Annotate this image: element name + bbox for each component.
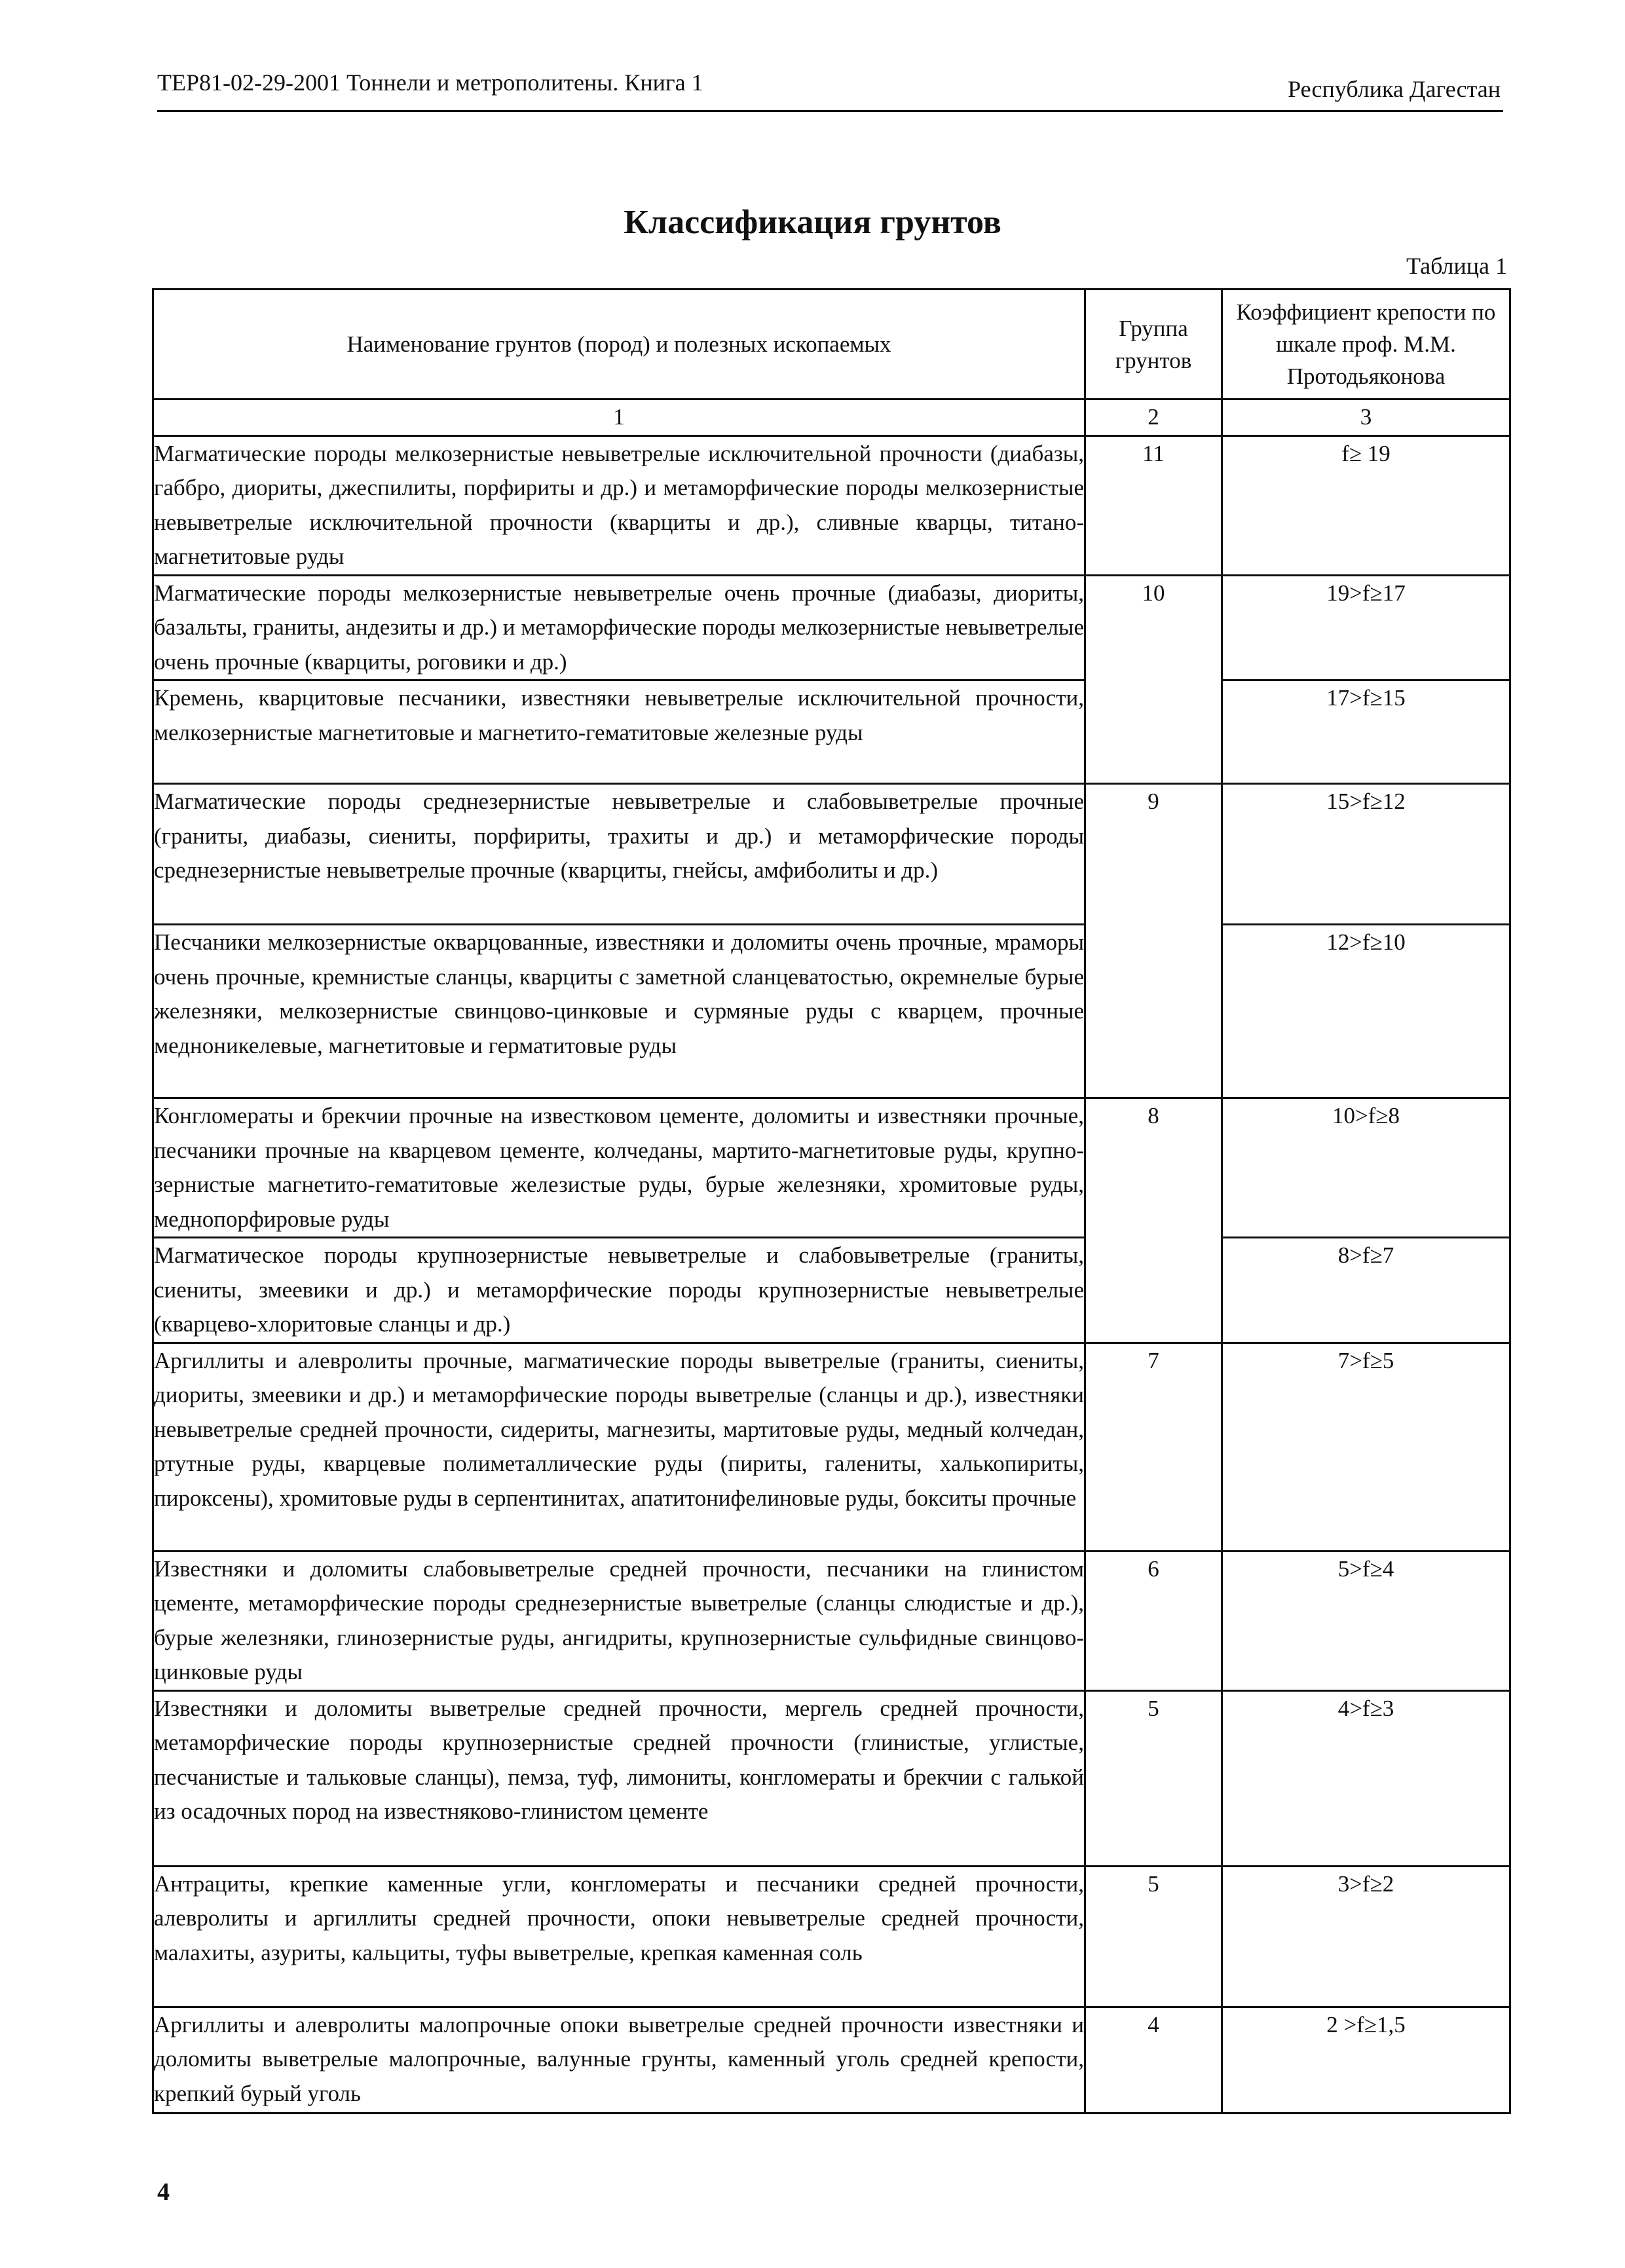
soil-group-cell: 10 xyxy=(1085,575,1222,784)
soil-name-cell: Аргиллиты и алевролиты прочные, магматические породы выветрелые (граниты, сиениты, диориты, змеевики и др.) и метаморфические породы выветрелые (сланцы и др.), известняки невыветрелые средней прочности, сидериты, магнезиты, мартитовые руды, медный колчедан, ртутные руды, кварцевые полиметаллические руды (пириты, галениты, халькопириты, пироксены), хромитовые руды в серпентинитах, апатитонифелиновые руды, бокситы прочные xyxy=(153,1343,1085,1551)
table-row xyxy=(153,784,1510,925)
table-row xyxy=(153,1690,1510,1866)
table-row xyxy=(153,1343,1510,1551)
strength-coefficient-cell: 15>f≥12 xyxy=(1222,784,1510,925)
soil-group-cell: 6 xyxy=(1085,1551,1222,1690)
running-header-title: ТЕР81-02-29-2001 Тоннели и метрополитены. Книга 1 xyxy=(157,69,703,96)
table-row xyxy=(153,436,1510,575)
soil-group-cell: 8 xyxy=(1085,1098,1222,1343)
running-header-region: Республика Дагестан xyxy=(1288,76,1501,102)
strength-coefficient-cell: 5>f≥4 xyxy=(1222,1551,1510,1690)
strength-coefficient-cell: 10>f≥8 xyxy=(1222,1098,1510,1238)
soil-name-cell: Конгломераты и брекчии прочные на известковом цементе, доломиты и известняки прочные, песчаники прочные на кварцевом цементе, колчеданы, мартито-магнетитовые руды, крупно-зернистые магнетито-гематитовые железистые руды, бурые железняки, хромитовые руды, меднопорфировые руды xyxy=(153,1098,1085,1238)
strength-coefficient-cell: 19>f≥17 xyxy=(1222,575,1510,680)
table-header-row xyxy=(153,289,1510,400)
column-number: 1 xyxy=(153,400,1085,436)
strength-coefficient-cell: 12>f≥10 xyxy=(1222,925,1510,1098)
page-title: Классификация грунтов xyxy=(624,204,1001,241)
table-row xyxy=(153,1098,1510,1238)
soil-name-cell: Кремень, кварцитовые песчаники, известняки невыветрелые исключительной прочности, мелкозернистые магнетитовые и магнетито-гематитовые железные руды xyxy=(153,680,1085,784)
table-row xyxy=(153,680,1510,784)
column-number: 3 xyxy=(1222,400,1510,436)
table-row xyxy=(153,925,1510,1098)
table-row xyxy=(153,1551,1510,1690)
table-row xyxy=(153,2007,1510,2113)
page-number: 4 xyxy=(157,2178,170,2206)
strength-coefficient-cell: f≥ 19 xyxy=(1222,436,1510,575)
column-header-group: Группа грунтов xyxy=(1085,289,1222,400)
column-number-row xyxy=(153,400,1510,436)
soil-name-cell: Известняки и доломиты выветрелые средней прочности, мергель средней прочности, метаморфические породы крупнозернистые средней прочности (глинистые, углистые, песчанистые и тальковые сланцы), пемза, туф, лимониты, конгломераты и брекчии с галькой из осадочных пород на известняково-глинистом цементе xyxy=(153,1690,1085,1866)
strength-coefficient-cell: 8>f≥7 xyxy=(1222,1238,1510,1343)
soil-group-cell: 7 xyxy=(1085,1343,1222,1551)
soil-name-cell: Антрациты, крепкие каменные угли, конгломераты и песчаники средней прочности, алевролиты и аргиллиты средней прочности, опоки невыветрелые средней прочности, малахиты, азуриты, кальциты, туфы выветрелые, крепкая каменная соль xyxy=(153,1866,1085,2007)
soil-group-cell: 11 xyxy=(1085,436,1222,575)
strength-coefficient-cell: 17>f≥15 xyxy=(1222,680,1510,784)
soil-name-cell: Песчаники мелкозернистые окварцованные, известняки и доломиты очень прочные, мраморы очень прочные, кремнистые сланцы, кварциты с заметной сланцеватостью, окремнелые бурые железняки, мелкозернистые свинцово-цинковые и сурмяные руды с кварцем, прочные медноникелевые, магнетитовые и герматитовые руды xyxy=(153,925,1085,1098)
column-number: 2 xyxy=(1085,400,1222,436)
soil-name-cell: Магматические породы мелкозернистые невыветрелые исключительной прочности (диабазы, габбро, диориты, джеспилиты, порфириты и др.) и метаморфические породы мелкозернистые невыветрелые исключительной прочности (кварциты и др.), сливные кварцы, титано-магнетитовые руды xyxy=(153,436,1085,575)
column-header-coefficient: Коэффициент крепости по шкале проф. М.М. Протодьяконова xyxy=(1222,289,1510,400)
header-rule xyxy=(157,110,1503,112)
table-row xyxy=(153,1866,1510,2007)
soil-group-cell: 9 xyxy=(1085,784,1222,1098)
soil-classification-table xyxy=(152,288,1511,2114)
table-row xyxy=(153,575,1510,680)
column-header-name: Наименование грунтов (пород) и полезных ископаемых xyxy=(153,289,1085,400)
soil-group-cell: 5 xyxy=(1085,1866,1222,2007)
strength-coefficient-cell: 3>f≥2 xyxy=(1222,1866,1510,2007)
strength-coefficient-cell: 4>f≥3 xyxy=(1222,1690,1510,1866)
table-label: Таблица 1 xyxy=(1406,253,1507,279)
strength-coefficient-cell: 7>f≥5 xyxy=(1222,1343,1510,1551)
strength-coefficient-cell: 2 >f≥1,5 xyxy=(1222,2007,1510,2113)
soil-name-cell: Известняки и доломиты слабовыветрелые средней прочности, песчаники на глинистом цементе, метаморфические породы среднезернистые выветрелые (сланцы слюдистые и др.), бурые железняки, глинозернистые руды, ангидриты, крупнозернистые сульфидные свинцово-цинковые руды xyxy=(153,1551,1085,1690)
soil-name-cell: Магматическое породы крупнозернистые невыветрелые и слабовыветрелые (граниты, сиениты, змеевики и др.) и метаморфические породы крупнозернистые невыветрелые (кварцево-хлоритовые сланцы и др.) xyxy=(153,1238,1085,1343)
soil-group-cell: 5 xyxy=(1085,1690,1222,1866)
table-row xyxy=(153,1238,1510,1343)
soil-name-cell: Магматические породы мелкозернистые невыветрелые очень прочные (диабазы, диориты, базальты, граниты, андезиты и др.) и метаморфические породы мелкозернистые невыветрелые очень прочные (кварциты, роговики и др.) xyxy=(153,575,1085,680)
soil-name-cell: Аргиллиты и алевролиты малопрочные опоки выветрелые средней прочности известняки и доломиты выветрелые малопрочные, валунные грунты, каменный уголь средней крепости, крепкий бурый уголь xyxy=(153,2007,1085,2113)
soil-name-cell: Магматические породы среднезернистые невыветрелые и слабовыветрелые прочные (граниты, диабазы, сиениты, порфириты, трахиты и др.) и метаморфические породы среднезернистые невыветрелые прочные (кварциты, гнейсы, амфиболиты и др.) xyxy=(153,784,1085,925)
soil-group-cell: 4 xyxy=(1085,2007,1222,2113)
